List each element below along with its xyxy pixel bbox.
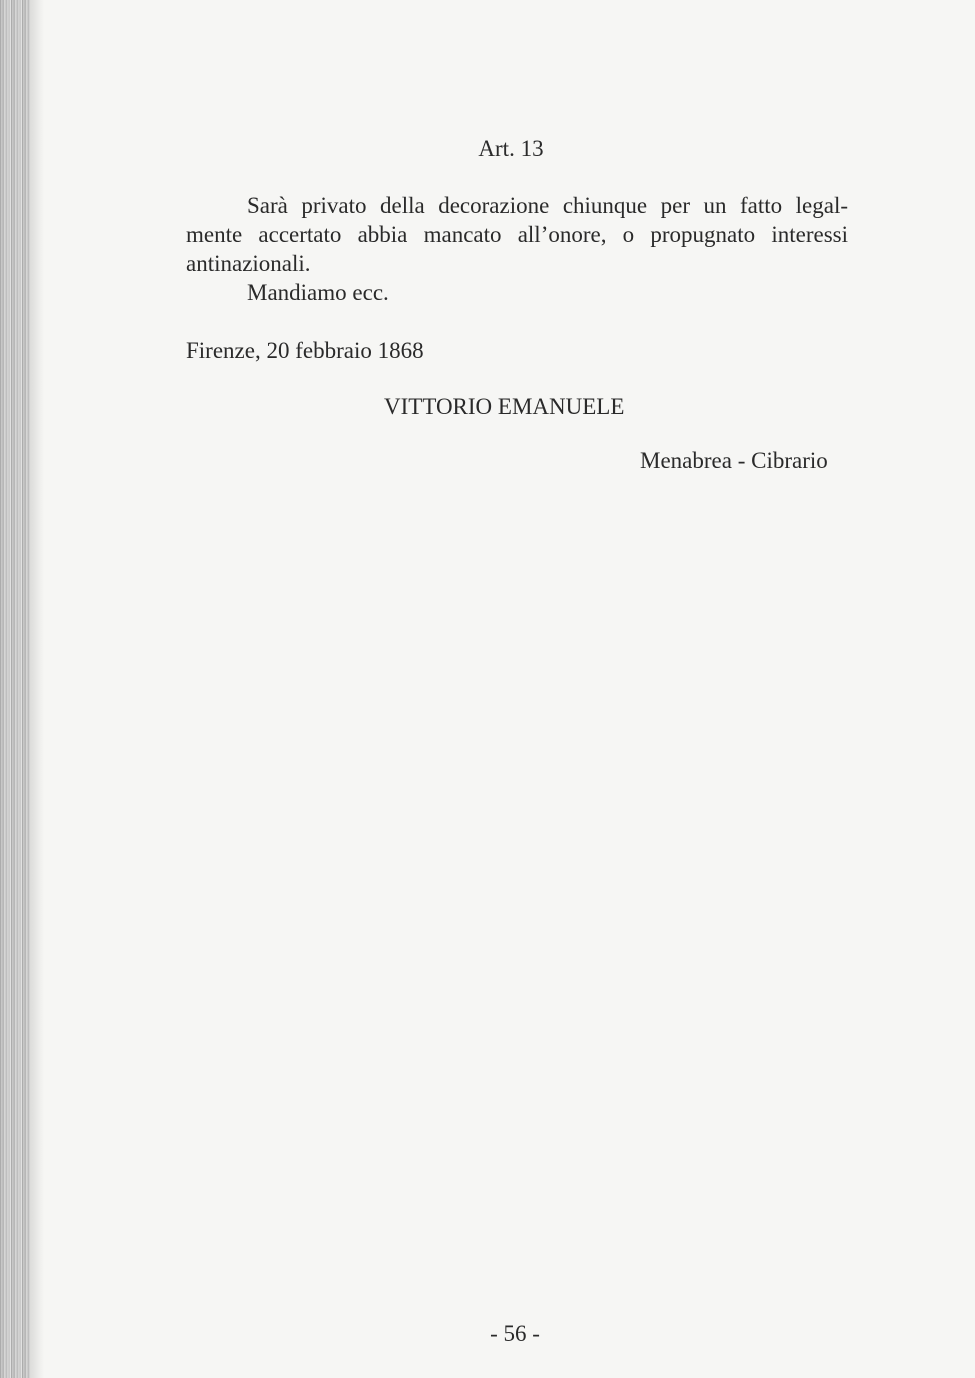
signature-ministers: Menabrea - Cibrario <box>640 448 828 473</box>
article-heading: Art. 13 <box>478 136 544 161</box>
article-paragraph <box>186 191 848 278</box>
closing-formula: Mandiamo ecc. <box>247 280 389 305</box>
paragraph-line: Sarà privato della decorazione chiunque per un fatto legal- <box>247 193 848 218</box>
paragraph-line: antinazionali. <box>186 251 311 276</box>
place-date: Firenze, 20 febbraio 1868 <box>186 338 424 363</box>
binding-shadow <box>30 0 44 1378</box>
signature-king: VITTORIO EMANUELE <box>384 394 625 419</box>
paragraph-line: mente accertato abbia mancato all’onore, o propugnato interessi <box>186 222 848 247</box>
book-binding-edge <box>0 0 30 1378</box>
page-number: - 56 - <box>490 1321 540 1346</box>
